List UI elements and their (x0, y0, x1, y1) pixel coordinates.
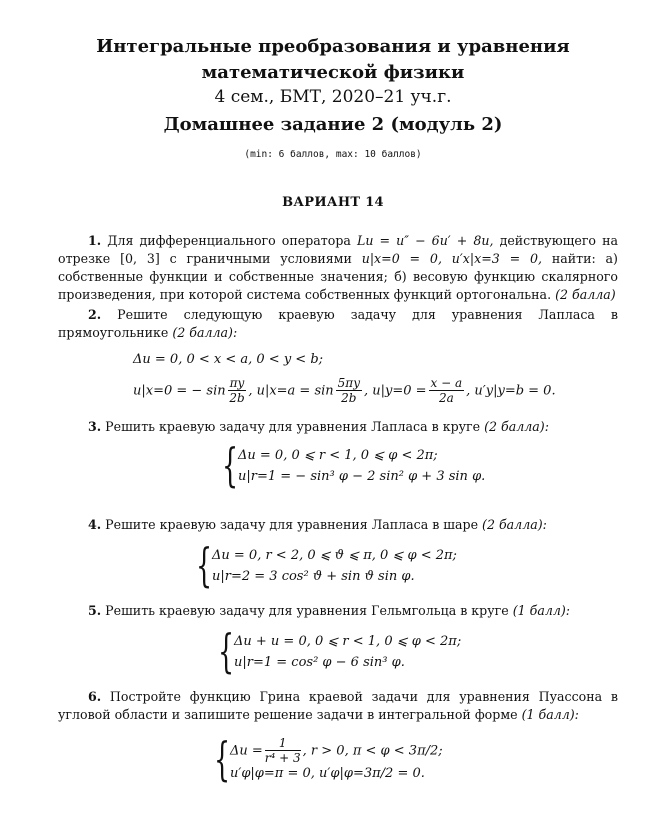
title-line-1: Интегральные преобразования и уравнения (96, 36, 570, 57)
problem-4 (58, 516, 618, 534)
problem-1-text-c: с граничными условиями (169, 251, 352, 266)
title-line-2: математической физики (201, 62, 465, 83)
fraction: $\frac{5\pi y}{2b}$ (337, 376, 360, 405)
problem-4-text: Решите краевую задачу для уравнения Лапласа в шаре (105, 517, 479, 532)
problem-6-score: (1 балл): (521, 707, 579, 722)
problem-2-text: Решите следующую краевую задачу для уравнения Лапласа в прямоугольнике (58, 307, 619, 340)
problem-3 (58, 418, 618, 436)
problem-1-interval: [0, 3] (120, 251, 160, 266)
problem-2-score: (2 балла): (172, 325, 238, 340)
problem-2-equation: Δu = 0, 0 < x < a, 0 < y < b; (133, 352, 324, 367)
system-brace: { (218, 624, 235, 678)
problem-3-number: 3. (88, 419, 102, 434)
problem-1-score: (2 балла) (555, 287, 616, 302)
variant-title: ВАРИАНТ 14 (282, 195, 384, 210)
fraction: $\frac{x - a}{2a}$ (430, 376, 463, 405)
problem-1 (58, 232, 618, 304)
problem-1-text-d: найти: а) собственные функции и собственные значения; б) весовую функцию скалярного произведения, при которой система собственных функций ортогональна. (58, 251, 618, 302)
problem-1-number: 1. (88, 233, 102, 248)
problem-5 (58, 602, 618, 620)
problem-1-text-a: Для дифференциального оператора (107, 233, 351, 248)
system-brace: { (222, 438, 239, 492)
system-brace: { (214, 732, 231, 786)
problem-1-text-b: действующего на отрезке (58, 233, 618, 266)
problem-6 (58, 688, 618, 724)
problem-1-boundary-conditions: u|x=0 = 0, u′x|x=3 = 0, (361, 251, 542, 266)
problem-2 (58, 306, 618, 342)
semester-line: 4 сем., БМТ, 2020–21 уч.г. (214, 87, 452, 107)
problem-4-number: 4. (88, 517, 102, 532)
problem-5-text: Решить краевую задачу для уравнения Гельмгольца в круге (105, 603, 509, 618)
problem-5-score: (1 балл): (512, 603, 571, 618)
problem-6-text: Постройте функцию Грина краевой задачи для уравнения Пуассона в угловой области и запишите решение задачи в интегральной форме (58, 689, 618, 722)
problem-6-boundary-conditions: u′φ|φ=π = 0, u′φ|φ=3π/2 = 0. (230, 766, 425, 781)
fraction: $\frac{\pi y}{2b}$ (229, 376, 245, 405)
problem-6-number: 6. (88, 689, 102, 704)
problem-3-equation: Δu = 0, 0 ⩽ r < 1, 0 ⩽ φ < 2π; (238, 448, 438, 463)
problem-2-number: 2. (88, 307, 102, 322)
problem-5-boundary-condition: u|r=1 = cos² φ − 6 sin³ φ. (234, 655, 405, 670)
problem-6-equation: Δu = $\frac{1}{\text{r⁴ + 3}}$ , r > 0, π < φ < 3π/2; (230, 736, 443, 765)
problem-4-boundary-condition: u|r=2 = 3 cos² ϑ + sin ϑ sin φ. (212, 569, 415, 584)
problem-5-number: 5. (88, 603, 102, 618)
problem-1-operator: Lu = u″ − 6u′ + 8u, (357, 233, 494, 248)
problem-3-score: (2 балла): (484, 419, 549, 434)
homework-title: Домашнее задание 2 (модуль 2) (163, 114, 503, 135)
problem-2-boundary-conditions: u|x=0 = − sin $\frac{\pi y}{2b}$ , u|x=a = sin $\frac{5\pi y}{2b}$ , u|y=0 = $\frac{x - a}{2a}$ , u′y|y=b = 0. (133, 376, 556, 405)
problem-4-score: (2 балла): (482, 517, 547, 532)
fraction: $\frac{1}{\text{r⁴ + 3}}$ (264, 736, 301, 765)
system-brace: { (196, 538, 213, 592)
problem-3-text: Решить краевую задачу для уравнения Лапласа в круге (105, 419, 481, 434)
problem-3-boundary-condition: u|r=1 = − sin³ φ − 2 sin² φ + 3 sin φ. (238, 469, 486, 484)
problem-4-equation: Δu = 0, r < 2, 0 ⩽ ϑ ⩽ π, 0 ⩽ φ < 2π; (212, 548, 457, 563)
points-range: (min: 6 баллов, max: 10 баллов) (244, 149, 422, 160)
problem-5-equation: Δu + u = 0, 0 ⩽ r < 1, 0 ⩽ φ < 2π; (234, 634, 462, 649)
